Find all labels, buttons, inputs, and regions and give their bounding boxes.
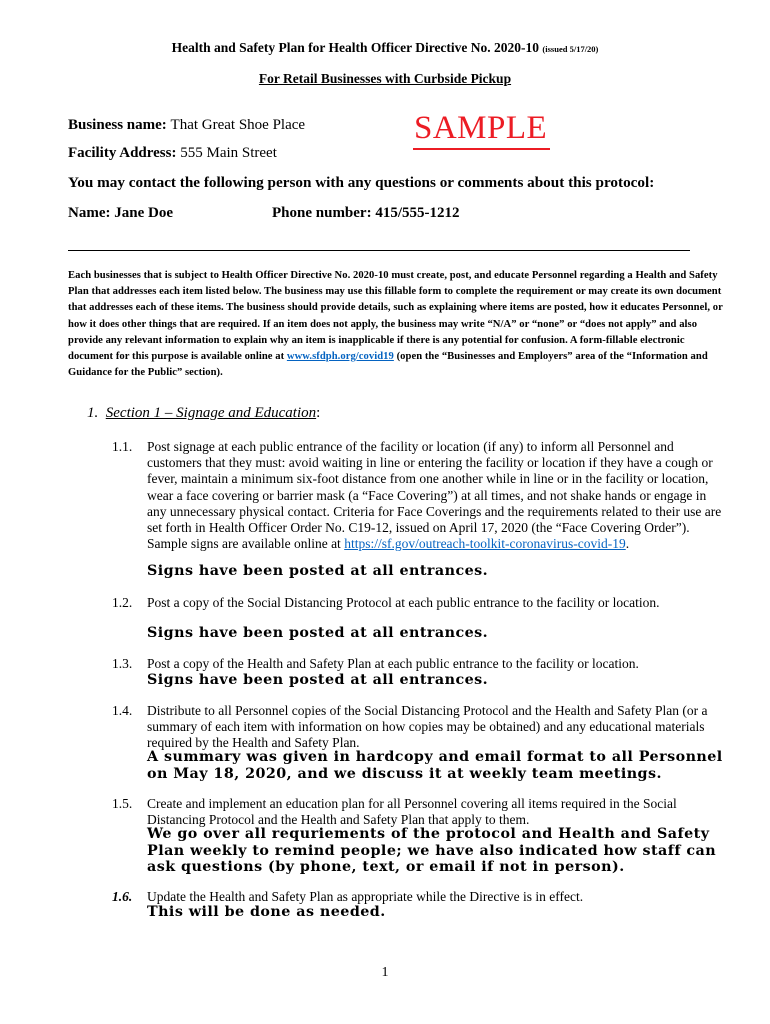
item-text-body: Post signage at each public entrance of the facility or location (if any) to inform all Personnel and customers that they must: avoid waiting in line or entering the facility or location if they have a cough or fever, maintain a minimum six-foot distance from one another while in line or in the facility or location, wear a face covering or barrier mask (a “Face Covering”) at all times, and not shake hands or engage in any unnecessary physical contact. Criteria for Face Coverings and the requirements related to their use are set forth in Health Officer Order No. C19-12, issued on April 17, 2020 (the “Face Covering Order”). Sample signs are available online at [147,439,722,552]
facility-address-value: 555 Main Street [180,145,277,161]
divider-line [68,250,690,251]
business-name-label: Business name: [68,117,167,133]
intro-paragraph [68,268,732,381]
sample-signs-link[interactable]: https://sf.gov/outreach-toolkit-coronavirus-covid-19 [344,536,626,552]
issued-date: (issued 5/17/20) [542,44,599,54]
item-text: Create and implement an education plan for all Personnel covering all items required in the Social Distancing Protocol and the Health and Safety Plan that apply to them. [147,796,677,828]
contact-phone: Phone number: 415/555-1212 [272,205,460,221]
section-heading [87,405,320,422]
item-text-period: . [625,536,630,552]
contact-question: You may contact the following person with any questions or comments about this protocol: [68,174,655,191]
sample-stamp: SAMPLE [414,110,548,146]
document-subtitle: For Retail Businesses with Curbside Pickup [258,71,512,86]
page-number: 1 [381,965,389,980]
document-subtitle-row [0,71,770,87]
item-number: 1.3. [112,656,133,671]
facility-address-label: Facility Address: [68,145,177,161]
item-text: Post a copy of the Health and Safety Plan at each public entrance to the facility or location. [147,656,639,671]
item-number: 1.4. [112,703,133,718]
intro-link[interactable]: www.sfdph.org/covid19 [286,351,394,363]
item-number: 1.5. [112,796,133,811]
intro-text: Each businesses that is subject to Health Officer Directive No. 2020-10 must create, post, and educate Personnel regarding a Health and Safety Plan that addresses each item listed below. The business may use this fillable form to complete the requirement or may create its own document that addresses each of these items. The business should provide details, such as explaining where items are posted, how it educates Personnel, or how it does other things that are required. If an item does not apply, the business may write “N/A” or “none” or “does not apply” and also provide any relevant information to explain why an item is inapplicable if there is any potential for confusion. A form-fillable electronic document for this purpose is available online at [68,270,723,363]
business-name-row [68,117,305,134]
item-number: 1.6. [112,889,133,904]
item-text: Update the Health and Safety Plan as appropriate while the Directive is in effect. [147,889,584,904]
section-colon: : [316,405,321,421]
facility-address-row [68,145,277,162]
sample-stamp-underline [413,148,550,150]
item-answer: Signs have been posted at all entrances. [147,563,489,579]
item-text [147,439,727,552]
contact-name: Name: Jane Doe [68,205,173,221]
item-answer: A summary was given in hardcopy and email format to all Personnel on May 18, 2020, and we discuss it at weekly team meetings. [147,749,723,782]
business-name-value: That Great Shoe Place [170,117,306,133]
item-answer: This will be done as needed. [147,904,386,920]
intro-text-after-link: (open the “Businesses and Employers” area of the “Information and Guidance for the Public” section). [68,351,708,379]
item-text: Post a copy of the Social Distancing Protocol at each public entrance to the facility or location. [147,595,660,610]
document-title [0,40,770,56]
section-number: 1. [87,405,99,421]
item-answer: Signs have been posted at all entrances. [147,625,489,641]
item-text: Distribute to all Personnel copies of the Social Distancing Protocol and the Health and Safety Plan (or a summary of each item with information on how copies may be obtained) and any educational materials required by the Health and Safety Plan. [147,703,708,751]
item-answer: Signs have been posted at all entrances. [147,672,489,688]
title-text: Health and Safety Plan for Health Officer Directive No. 2020-10 [171,40,540,55]
item-answer: We go over all requriements of the protocol and Health and Safety Plan weekly to remind people; we have also indicated how staff can ask questions (by phone, text, or email if not in person). [147,826,717,875]
section-title: Section 1 – Signage and Education [105,405,317,421]
item-number: 1.2. [112,595,133,610]
item-number: 1.1. [112,439,133,454]
